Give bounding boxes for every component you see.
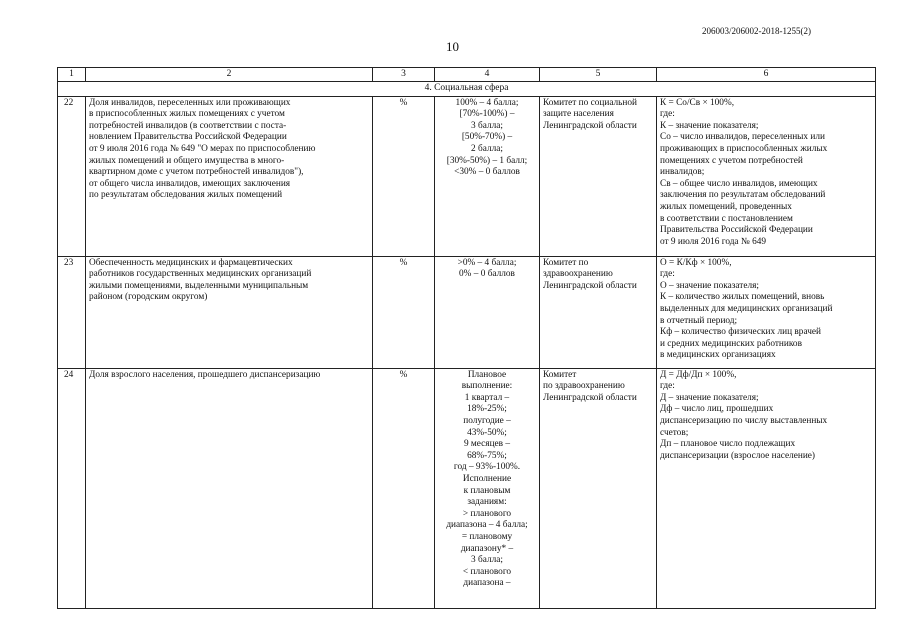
scoring-scale-line: [50%-70%) – [461, 132, 513, 143]
calculation-method-line: О – значение показателя; [660, 280, 759, 291]
scoring-scale-line: к плановым [463, 485, 511, 496]
calculation-method-line: Д = Дф/Дп × 100%, [660, 369, 737, 380]
scoring-scale-line: год – 93%-100%. [453, 462, 521, 473]
column-number: 2 [86, 68, 373, 82]
calculation-method-line: в медицинских организациях [660, 350, 776, 361]
calculation-method-line: где: [660, 381, 675, 392]
table-row [58, 96, 876, 256]
unit-of-measure: % [373, 368, 435, 608]
indicators-table [57, 67, 876, 609]
calculation-method [657, 368, 876, 608]
scoring-scale-line: 9 месяцев – [463, 439, 511, 450]
scoring-scale-line: 1 квартал – [464, 392, 510, 403]
indicator-name-line: потребностей инвалидов (в соответствии с поста- [89, 120, 287, 131]
calculation-method-line: Со – число инвалидов, переселенных или [660, 132, 825, 143]
column-number: 4 [435, 68, 540, 82]
calculation-method-line: выделенных для медицинских организаций [660, 303, 833, 314]
unit-of-measure: % [373, 96, 435, 256]
scoring-scale-line: Плановое [467, 369, 507, 380]
indicator-name-line: новлением Правительства Российской Федерации [89, 132, 287, 143]
calculation-method-line: инвалидов; [660, 167, 705, 178]
scoring-scale-line: 68%-75%; [467, 450, 507, 461]
page-number: 10 [446, 39, 459, 54]
responsible-body-line: Ленинградской области [543, 392, 637, 403]
unit-of-measure: % [373, 256, 435, 368]
indicator-name-line: районом (городским округом) [89, 292, 208, 303]
indicator-name-line: Доля взрослого населения, прошедшего диспансеризацию [89, 369, 321, 380]
calculation-method-line: и средних медицинских работников [660, 338, 802, 349]
scoring-scale-line: [70%-100%) – [459, 109, 515, 120]
calculation-method-line: жилых помещений, проведенных [660, 201, 792, 212]
scoring-scale-line: полугодие – [463, 415, 511, 426]
calculation-method-line: в отчетный период; [660, 315, 738, 326]
row-number: 23 [58, 256, 86, 368]
indicator-name [86, 96, 373, 256]
scoring-scale-line: диапазона – [463, 578, 511, 589]
scoring-scale-line: диапазона – 4 балла; [446, 520, 528, 531]
responsible-body [540, 368, 657, 608]
indicator-name-line: от 9 июля 2016 года № 649 "О мерах по приспособлению [89, 143, 316, 154]
indicator-name-line: от общего числа инвалидов, имеющих заключения [89, 178, 291, 189]
scoring-scale-line: 2 балла; [471, 143, 503, 154]
calculation-method-line: счетов; [660, 427, 689, 438]
row-number: 22 [58, 96, 86, 256]
calculation-method-line: диспансеризацию по числу выставленных [660, 415, 828, 426]
responsible-body-line: здравоохранению [543, 269, 613, 280]
responsible-body-line: Ленинградской области [543, 120, 637, 131]
calculation-method-line: Кф – количество физических лиц врачей [660, 327, 821, 338]
column-number-row [58, 68, 876, 82]
scoring-scale-line: Исполнение [462, 473, 512, 484]
indicator-name [86, 256, 373, 368]
calculation-method-line: проживающих в приспособленных жилых [660, 143, 828, 154]
calculation-method-line: К = Со/Св × 100%, [660, 97, 735, 108]
calculation-method-line: Св – общее число инвалидов, имеющих [660, 178, 818, 189]
section-title: 4. Социальная сфера [58, 82, 876, 97]
column-number: 1 [58, 68, 86, 82]
scoring-scale-line: < планового [462, 566, 512, 577]
indicator-name-line: по результатам обследования жилых помещений [89, 190, 283, 201]
scoring-scale-line: 0% – 0 баллов [459, 269, 515, 280]
scoring-scale-line: диапазону* – [460, 543, 514, 554]
responsible-body-line: Комитет по социальной [543, 97, 638, 108]
scoring-scale [435, 368, 540, 608]
calculation-method-line: Правительства Российской Федерации [660, 225, 813, 236]
calculation-method [657, 256, 876, 368]
responsible-body [540, 256, 657, 368]
scoring-scale [435, 96, 540, 256]
scoring-scale-line: 43%-50%; [467, 427, 507, 438]
responsible-body-line: Комитет [543, 369, 577, 380]
calculation-method-line: К – количество жилых помещений, вновь [660, 292, 825, 303]
scoring-scale-line: 3 балла; [471, 120, 503, 131]
section-row [58, 82, 876, 97]
scoring-scale-line: 3 балла; [471, 555, 503, 566]
scoring-scale [435, 256, 540, 368]
calculation-method-line: от 9 июля 2016 года № 649 [660, 236, 767, 247]
scoring-scale-line: [30%-50%) – 1 балл; [446, 155, 528, 166]
responsible-body-line: по здравоохранению [543, 381, 625, 392]
calculation-method-line: О = К/Кф × 100%, [660, 257, 732, 268]
indicator-name-line: жилых помещений и общего имущества в много- [89, 155, 285, 166]
scoring-scale-line: выполнение: [461, 381, 513, 392]
column-number: 3 [373, 68, 435, 82]
calculation-method [657, 96, 876, 256]
calculation-method-line: где: [660, 109, 675, 120]
responsible-body-line: защите населения [543, 109, 614, 120]
scoring-scale-line: заданиям: [467, 497, 507, 508]
indicator-name-line: Доля инвалидов, переселенных или проживающих [89, 97, 291, 108]
document-code: 206003/206002-2018-1255(2) [702, 26, 811, 36]
scoring-scale-line: 18%-25%; [467, 404, 507, 415]
calculation-method-line: К – значение показателя; [660, 120, 759, 131]
column-number: 6 [657, 68, 876, 82]
indicator-name-line: работников государственных медицинских организаций [89, 269, 312, 280]
scoring-scale-line: = плановому [461, 531, 513, 542]
calculation-method-line: где: [660, 269, 675, 280]
indicator-name [86, 368, 373, 608]
calculation-method-line: Дп – плановое число подлежащих [660, 439, 796, 450]
calculation-method-line: помещениях с учетом потребностей [660, 155, 803, 166]
scoring-scale-line: 100% – 4 балла; [455, 97, 519, 108]
table-row [58, 368, 876, 608]
column-number: 5 [540, 68, 657, 82]
indicator-name-line: Обеспеченность медицинских и фармацевтических [89, 257, 293, 268]
indicator-name-line: квартирном доме с учетом потребностей инвалидов"), [89, 167, 304, 178]
scoring-scale-line: > планового [462, 508, 512, 519]
calculation-method-line: в соответствии с постановлением [660, 213, 793, 224]
table-row [58, 256, 876, 368]
indicator-name-line: в приспособленных жилых помещениях с учетом [89, 109, 285, 120]
calculation-method-line: Д – значение показателя; [660, 392, 759, 403]
responsible-body-line: Комитет по [543, 257, 589, 268]
indicator-name-line: жилыми помещениями, выделенными муниципальным [89, 280, 309, 291]
calculation-method-line: диспансеризации (взрослое население) [660, 450, 816, 461]
row-number: 24 [58, 368, 86, 608]
calculation-method-line: заключения по результатам обследований [660, 190, 826, 201]
scoring-scale-line: >0% – 4 балла; [457, 257, 517, 268]
responsible-body-line: Ленинградской области [543, 280, 637, 291]
responsible-body [540, 96, 657, 256]
scoring-scale-line: <30% – 0 баллов [454, 167, 520, 178]
calculation-method-line: Дф – число лиц, прошедших [660, 404, 774, 415]
